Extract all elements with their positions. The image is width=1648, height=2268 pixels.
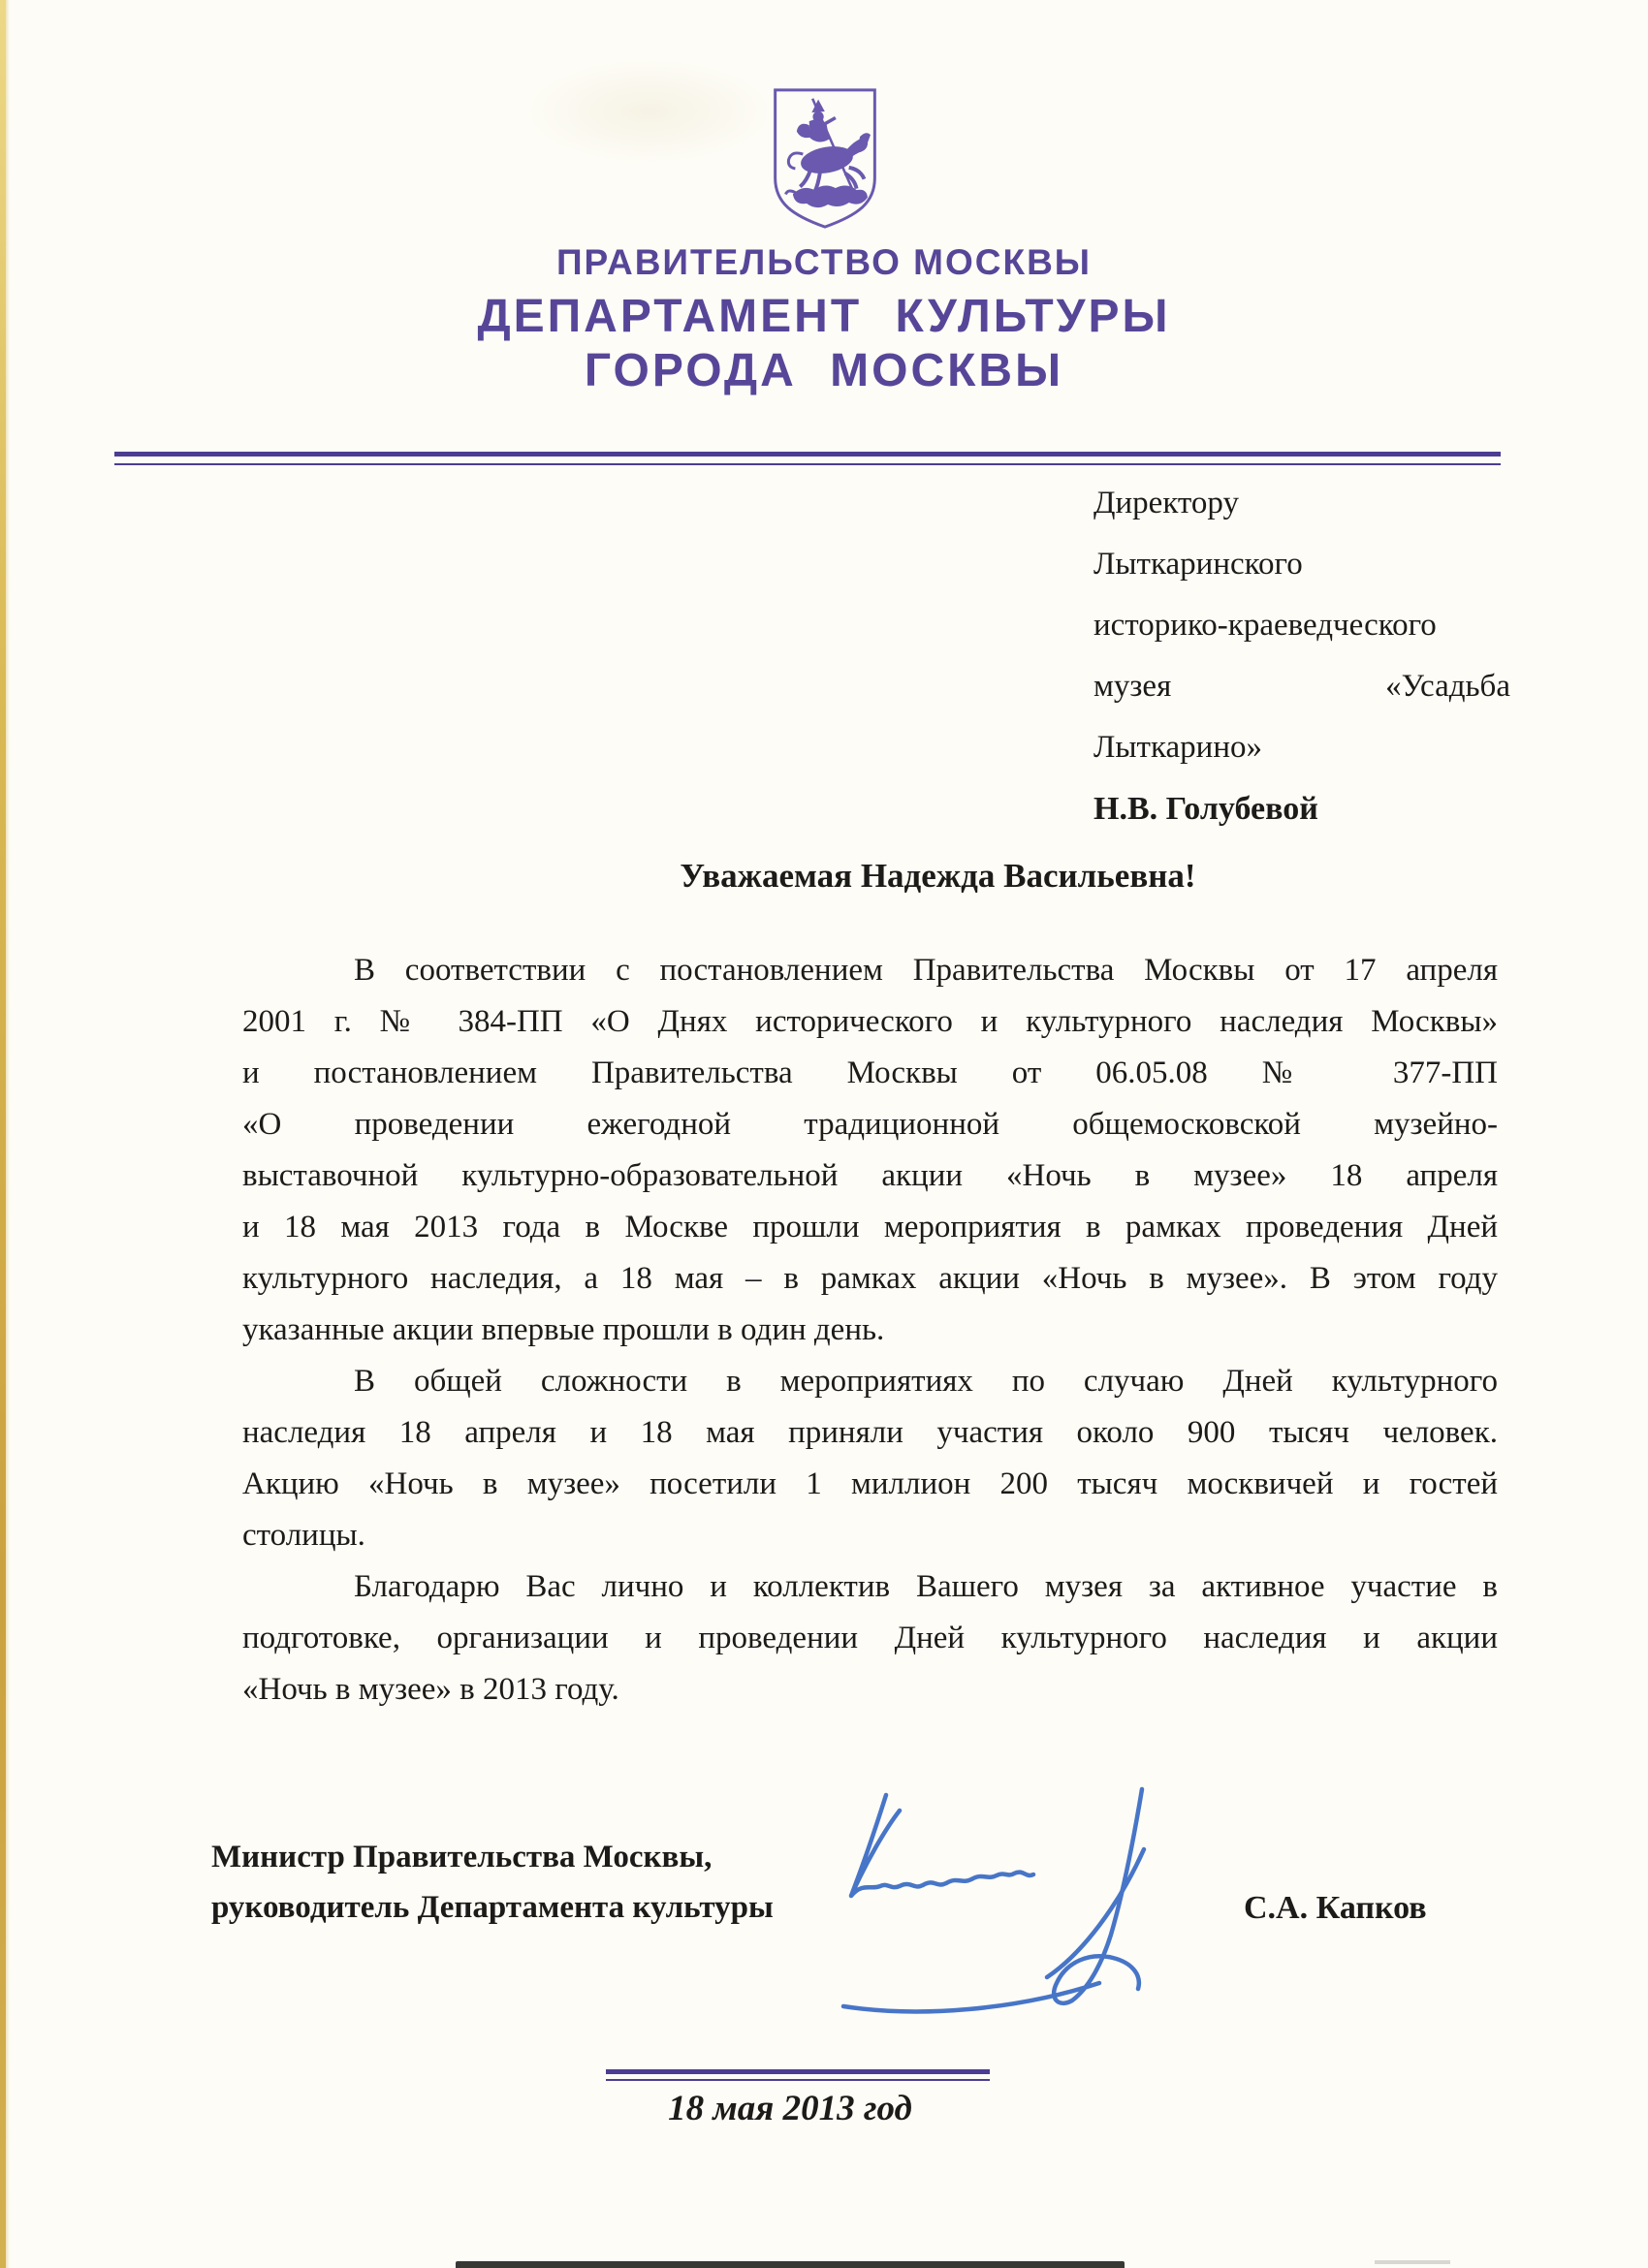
scan-smudge: [1375, 2260, 1450, 2264]
recipient-block: [1093, 473, 1510, 839]
header-department-line1: ДЕПАРТАМЕНТ КУЛЬТУРЫ: [477, 291, 1171, 342]
header-department-line2: ГОРОДА МОСКВЫ: [584, 345, 1064, 396]
body-line: подготовке, организации и проведении Дней культурного наследия и акции: [242, 1621, 1498, 1655]
letter-date: 18 мая 2013 год: [668, 2089, 912, 2128]
body-line: наследия 18 апреля и 18 мая приняли участия около 900 тысяч человек.: [242, 1415, 1498, 1450]
recipient-line: Лыткарино»: [1093, 730, 1262, 765]
body-line: выставочной культурно-образовательной акции «Ночь в музее» 18 апреля: [242, 1158, 1498, 1193]
date-rule-thick: [606, 2069, 990, 2074]
body-line: Благодарю Вас лично и коллектив Вашего музея за активное участие в: [354, 1569, 1498, 1604]
body-line: В общей сложности в мероприятиях по случаю Дней культурного: [354, 1364, 1498, 1399]
header-rule-thin: [114, 463, 1501, 465]
body-line: указанные акции впервые прошли в один день.: [242, 1312, 885, 1347]
body-line: «Ночь в музее» в 2013 году.: [242, 1672, 619, 1707]
body-line: Акцию «Ночь в музее» посетили 1 миллион 200 тысяч москвичей и гостей: [242, 1466, 1498, 1501]
body-line: культурного наследия, а 18 мая – в рамках акции «Ночь в музее». В этом году: [242, 1261, 1498, 1296]
date-rule-thin: [606, 2079, 990, 2081]
moscow-coat-of-arms-icon: [765, 81, 885, 235]
header-rule-thick: [114, 452, 1501, 457]
body-line: «О проведении ежегодной традиционной общемосковской музейно-: [242, 1107, 1498, 1142]
recipient-line: музея «Усадьба: [1093, 669, 1510, 704]
recipient-line: историко-краеведческого: [1093, 608, 1437, 643]
body-line: столицы.: [242, 1518, 365, 1553]
letter-body: [242, 945, 1498, 1716]
scan-edge-bottom: [456, 2261, 1125, 2268]
body-line: и постановлением Правительства Москвы от 06.05.08 № 377-ПП: [242, 1055, 1498, 1090]
scan-noise-blot: [523, 58, 776, 165]
body-line: и 18 мая 2013 года в Москве прошли мероприятия в рамках проведения Дней: [242, 1210, 1498, 1244]
recipient-name: Н.В. Голубевой: [1093, 791, 1318, 827]
salutation: Уважаемая Надежда Васильевна!: [680, 857, 1196, 895]
signer-position-line1: Министр Правительства Москвы,: [211, 1840, 713, 1874]
header-government-line: ПРАВИТЕЛЬСТВО МОСКВЫ: [555, 242, 1093, 282]
signer-position-line2: руководитель Департамента культуры: [211, 1890, 774, 1925]
recipient-line: Лыткаринского: [1093, 547, 1303, 582]
body-line: 2001 г. № 384-ПП «О Днях исторического и культурного наследия Москвы»: [242, 1004, 1498, 1039]
body-line: В соответствии с постановлением Правительства Москвы от 17 апреля: [354, 953, 1498, 988]
signer-name: С.А. Капков: [1244, 1890, 1427, 1926]
handwritten-signature-icon: [793, 1781, 1249, 2029]
recipient-line: Директору: [1093, 486, 1239, 520]
